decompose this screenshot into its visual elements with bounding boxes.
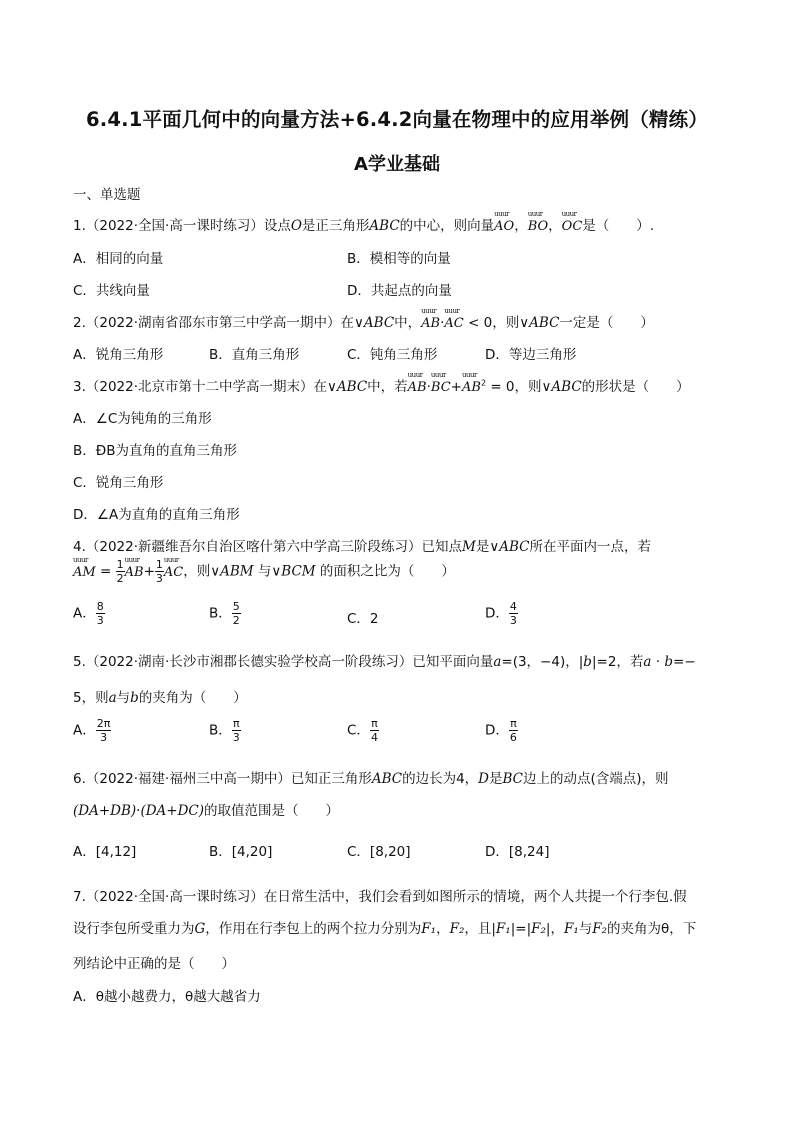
- question-1-stem: 1.（2022·全国·高一课时练习）设点O是正三角形ABC的中心，则向量uuur AO，uuur BO，uuur OC是（ ）.: [73, 214, 654, 234]
- question-4-option-b: B． $\frac{5}{2}$: [209, 600, 240, 627]
- question-4-option-a: A． $\frac{8}{3}$: [73, 600, 104, 627]
- question-1-option-c: C．共线向量: [73, 283, 150, 299]
- question-6-option-c: C．[8,20]: [347, 844, 411, 860]
- question-7-stem-line-3: 列结论中正确的是（ ）: [73, 956, 235, 972]
- question-5-option-c: C． $\frac{\pi}{4}$: [347, 717, 378, 744]
- question-3-option-b: B．ÐB为直角的直角三角形: [73, 443, 237, 459]
- vector-oc: uuur OC: [562, 219, 583, 234]
- question-3-option-d: D．∠A为直角的直角三角形: [73, 507, 240, 523]
- question-4-stem-line-2: uuur AM = $\frac{1}{2}$ uuur AB+ $\frac{1}{3}$ uuur AC，则∨ABM 与∨BCM 的面积之比为（ ）: [73, 558, 455, 585]
- question-3-option-a: A．∠C为钝角的三角形: [73, 411, 212, 427]
- question-4-option-d: D． $\frac{4}{3}$: [485, 600, 517, 627]
- question-6-option-b: B．[4,20]: [209, 844, 273, 860]
- vector-ao: uuur AO: [494, 219, 514, 234]
- vector-expression: (DA+DB)·(DA+DC): [73, 803, 205, 819]
- question-1-option-b: B．模相等的向量: [347, 251, 451, 267]
- question-5-option-b: B． $\frac{\pi}{3}$: [209, 717, 240, 744]
- question-5-option-d: D． $\frac{\pi}{6}$: [485, 717, 517, 744]
- question-1-option-d: D．共起点的向量: [347, 283, 452, 299]
- vector-ac: uuur AC: [444, 316, 463, 331]
- question-5-option-a: A． $\frac{2\pi}{3}$: [73, 717, 111, 744]
- question-1-option-a: A．相同的向量: [73, 251, 164, 267]
- section-heading: 一、单选题: [73, 187, 141, 203]
- question-7-option-a: A．θ越小越费力，θ越大越省力: [73, 989, 261, 1005]
- question-3-option-c: C．锐角三角形: [73, 475, 164, 491]
- question-2-option-d: D．等边三角形: [485, 347, 577, 363]
- question-5-stem-line-1: 5.（2022·湖南·长沙市湘郡长德实验学校高一阶段练习）已知平面向量a=(3，−4)，|b|=2，若a · b=−: [73, 654, 696, 670]
- question-2-stem: 2.（2022·湖南省邵东市第三中学高一期中）在∨ABC中，uuur AB·uuur AC < 0，则∨ABC一定是（ ）: [73, 311, 654, 331]
- question-7-stem-line-2: 设行李包所受重力为G，作用在行李包上的两个拉力分别为F₁，F₂，且|F₁|=|F₂|，F₁与F₂的夹角为θ，下: [73, 921, 697, 937]
- question-6-option-d: D．[8,24]: [485, 844, 550, 860]
- question-6-stem-line-2: (DA+DB)·(DA+DC)的取值范围是（ ）: [73, 803, 340, 819]
- question-3-stem: 3.（2022·北京市第十二中学高一期末）在∨ABC中，若uuur AB·uuur BC+uuur $AB^2 = 0$，则∨ABC的形状是（ ）: [73, 375, 690, 395]
- vector-ab: uuur AB: [421, 316, 440, 331]
- question-2-option-a: A．锐角三角形: [73, 347, 164, 363]
- vector-bo: uuur BO: [528, 219, 548, 234]
- question-6-stem-line-1: 6.（2022·福建·福州三中高一期中）已知正三角形ABC的边长为4，D是BC边上的动点(含端点)，则: [73, 771, 669, 787]
- question-7-stem-line-1: 7.（2022·全国·高一课时练习）在日常生活中，我们会看到如图所示的情境，两个人共提一个行李包.假: [73, 889, 687, 905]
- question-2-option-c: C．钝角三角形: [347, 347, 438, 363]
- document-title: 6.4.1平面几何中的向量方法+6.4.2向量在物理中的应用举例（精练）: [85, 108, 709, 131]
- question-4-stem-line-1: 4.（2022·新疆维吾尔自治区喀什第六中学高三阶段练习）已知点M是∨ABC所在平面内一点，若: [73, 539, 651, 555]
- document-subtitle: A学业基础: [354, 154, 440, 175]
- question-2-option-b: B．直角三角形: [209, 347, 300, 363]
- question-5-stem-line-2: 5，则a与b的夹角为（ ）: [73, 690, 247, 706]
- question-6-option-a: A．[4,12]: [73, 844, 137, 860]
- question-4-option-c: C．2: [347, 611, 379, 627]
